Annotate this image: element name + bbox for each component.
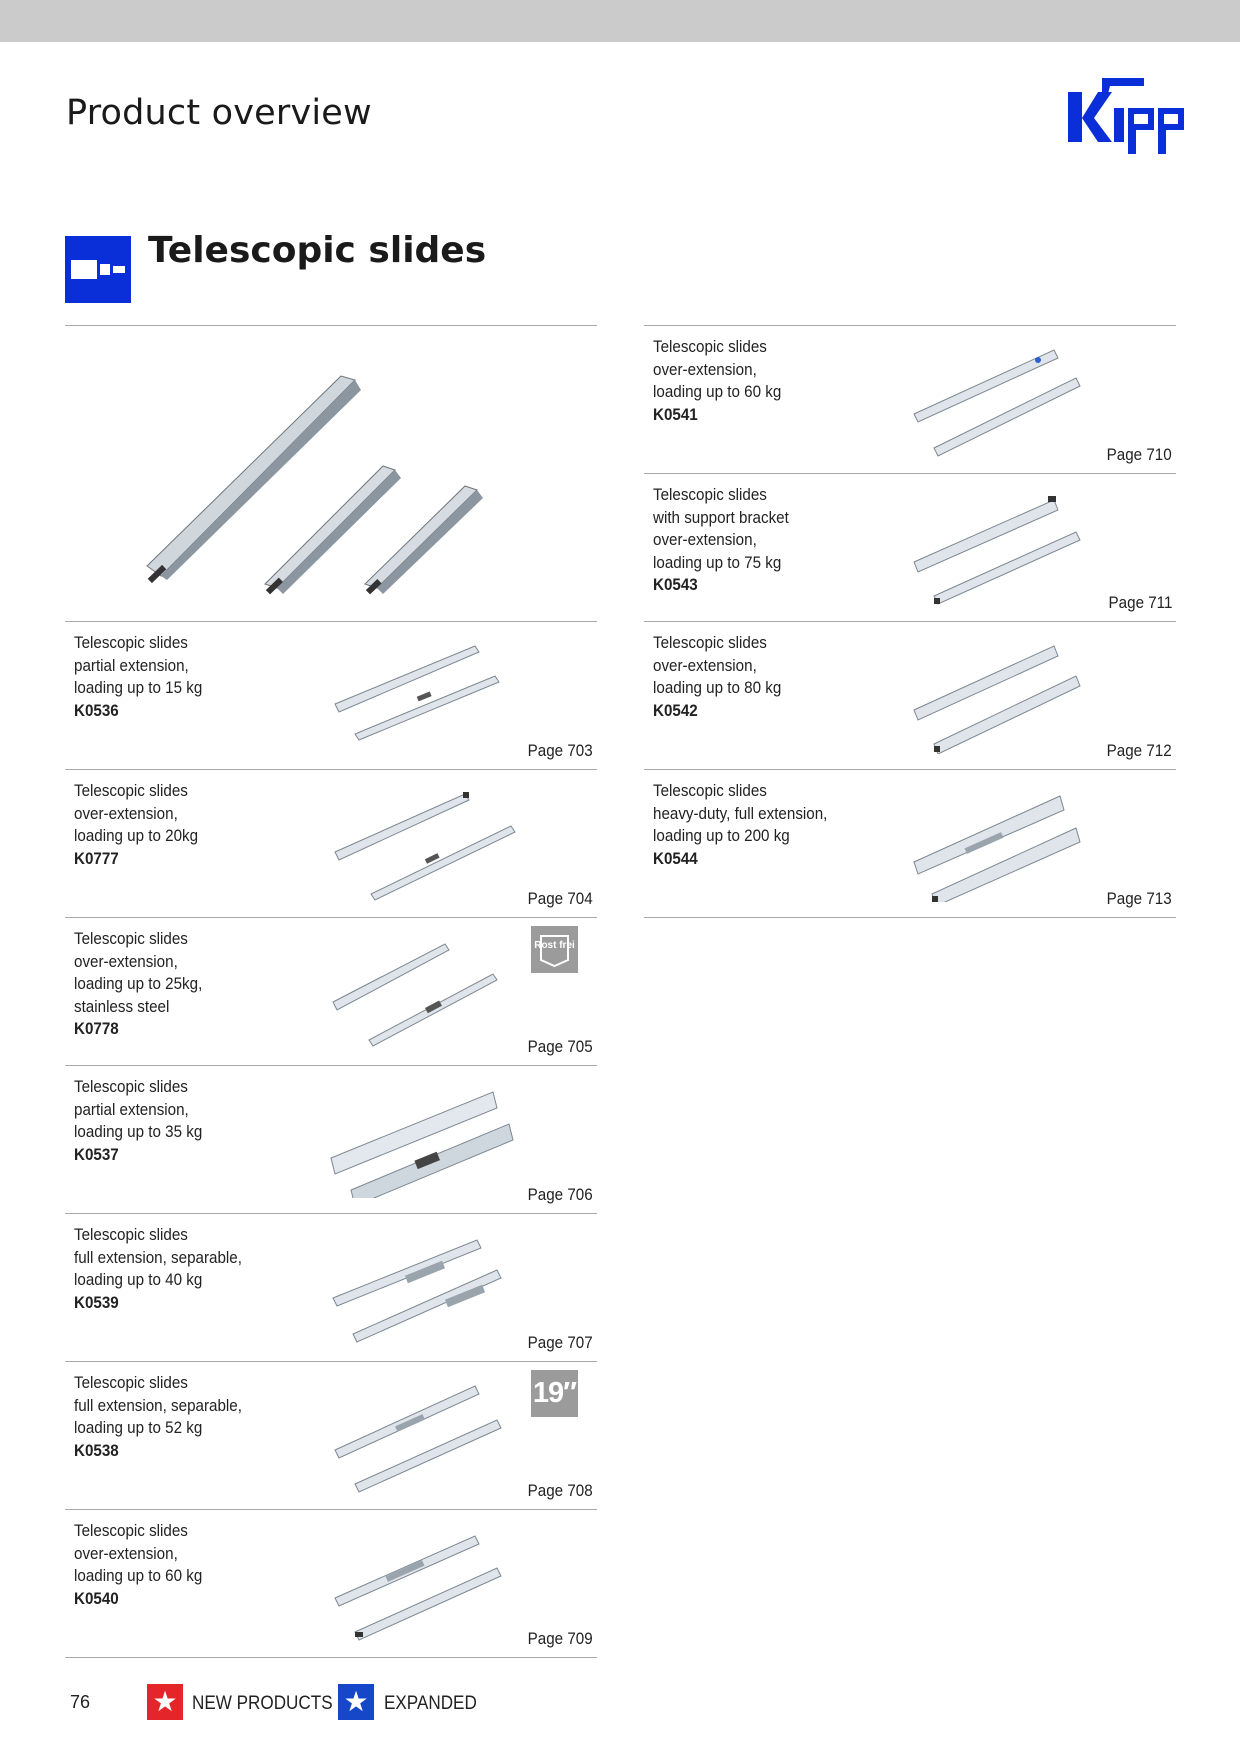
legend-new-products: NEW PRODUCTS	[192, 1693, 333, 1714]
product-line: loading up to 20kg	[74, 827, 199, 845]
product-row-k0544[interactable]	[644, 769, 1176, 918]
product-description	[74, 1076, 202, 1166]
product-row-k0536[interactable]	[65, 621, 597, 769]
product-line: Telescopic slides	[74, 930, 188, 948]
slide-product-image	[325, 1522, 525, 1642]
left-column	[65, 325, 597, 1658]
nineteen-inch-badge: 19″	[531, 1370, 578, 1417]
product-line: loading up to 15 kg	[74, 679, 203, 697]
product-line: over-extension,	[74, 1544, 178, 1563]
product-line: loading up to 80 kg	[653, 679, 782, 697]
product-code[interactable]: K0777	[74, 849, 119, 868]
product-line: Telescopic slides	[74, 1078, 188, 1096]
product-description	[74, 1372, 242, 1462]
product-code[interactable]: K0538	[74, 1441, 119, 1460]
slide-product-image	[325, 782, 525, 902]
kipp-logo	[1068, 74, 1190, 166]
product-line: full extension, separable,	[74, 1248, 242, 1267]
product-code[interactable]: K0537	[74, 1145, 119, 1164]
product-line: loading up to 60 kg	[74, 1567, 203, 1585]
product-description	[653, 780, 827, 870]
product-line: loading up to 25kg,	[74, 975, 203, 993]
product-line: Telescopic slides	[74, 634, 188, 652]
page-reference[interactable]: Page 713	[1106, 890, 1172, 908]
product-row-k0537[interactable]	[65, 1065, 597, 1213]
product-code[interactable]: K0541	[653, 405, 698, 424]
star-icon: ★	[343, 1685, 369, 1718]
expanded-star-icon	[338, 1684, 374, 1720]
product-line: loading up to 60 kg	[653, 383, 782, 401]
product-line: Telescopic slides	[653, 782, 767, 800]
product-description	[653, 336, 781, 426]
product-line: full extension, separable,	[74, 1396, 242, 1415]
product-line: loading up to 40 kg	[74, 1271, 203, 1289]
page-reference[interactable]: Page 704	[527, 890, 593, 908]
product-code[interactable]: K0543	[653, 576, 698, 594]
top-band	[0, 0, 1240, 42]
slide-product-image	[904, 338, 1104, 458]
page-reference[interactable]: Page 710	[1106, 446, 1172, 464]
page-reference[interactable]: Page 707	[527, 1334, 593, 1352]
hero-product-image	[65, 325, 597, 621]
page-reference[interactable]: Page 705	[527, 1038, 593, 1056]
slide-product-image	[325, 1226, 525, 1346]
product-description	[74, 928, 202, 1041]
product-row-k0543[interactable]	[644, 473, 1176, 621]
product-line: Telescopic slides	[74, 782, 188, 800]
page-reference[interactable]: Page 703	[527, 742, 593, 760]
product-line: with support bracket	[653, 508, 789, 527]
product-row-k0778[interactable]	[65, 917, 597, 1065]
product-line: loading up to 52 kg	[74, 1419, 203, 1437]
kipp-logo-icon	[1068, 74, 1190, 166]
product-line: partial extension,	[74, 656, 189, 675]
product-line: over-extension,	[74, 952, 178, 971]
product-line: Telescopic slides	[653, 634, 767, 652]
slide-product-image	[904, 634, 1104, 754]
product-line: partial extension,	[74, 1100, 189, 1119]
product-line: stainless steel	[74, 997, 170, 1016]
stainless-badge-icon	[531, 926, 578, 973]
product-row-k0541[interactable]	[644, 325, 1176, 473]
product-description	[653, 632, 781, 722]
product-line: heavy-duty, full extension,	[653, 804, 828, 823]
product-description	[653, 484, 789, 597]
page-number: 76	[70, 1692, 91, 1712]
slide-product-image	[904, 782, 1104, 902]
product-row-k0538[interactable]	[65, 1361, 597, 1509]
product-line: loading up to 35 kg	[74, 1123, 203, 1141]
product-row-k0539[interactable]	[65, 1213, 597, 1361]
product-line: over-extension,	[653, 360, 757, 379]
product-description	[74, 1520, 202, 1610]
product-line: Telescopic slides	[653, 486, 767, 504]
slide-product-image	[904, 486, 1104, 606]
product-line: loading up to 75 kg	[653, 553, 782, 572]
product-row-k0540[interactable]	[65, 1509, 597, 1658]
product-description	[74, 1224, 242, 1314]
page-reference[interactable]: Page 708	[527, 1482, 593, 1500]
product-row-k0542[interactable]	[644, 621, 1176, 769]
footer	[0, 1684, 1240, 1724]
slide-section-icon	[65, 236, 131, 303]
product-line: over-extension,	[653, 656, 757, 675]
new-products-star-icon	[147, 1684, 183, 1720]
product-row-k0777[interactable]	[65, 769, 597, 917]
product-line: over-extension,	[74, 804, 178, 823]
right-column	[644, 325, 1176, 918]
product-line: Telescopic slides	[653, 338, 767, 356]
page-reference[interactable]: Page 709	[527, 1630, 593, 1648]
section-title: Telescopic slides	[148, 230, 487, 271]
product-code[interactable]: K0539	[74, 1293, 119, 1312]
page-reference[interactable]: Page 706	[527, 1186, 593, 1204]
slide-product-image	[325, 1078, 525, 1198]
product-line: Telescopic slides	[74, 1226, 188, 1244]
product-code[interactable]: K0542	[653, 701, 698, 720]
slide-product-image	[325, 930, 525, 1050]
slide-product-image	[325, 1374, 525, 1494]
page-title: Product overview	[66, 93, 372, 133]
telescopic-slides-group-image	[145, 366, 505, 596]
product-code[interactable]: K0544	[653, 849, 698, 868]
product-description	[74, 632, 202, 722]
product-code[interactable]: K0778	[74, 1020, 119, 1038]
product-code[interactable]: K0536	[74, 701, 119, 720]
slide-product-image	[325, 634, 525, 754]
star-icon: ★	[152, 1685, 178, 1718]
product-line: loading up to 200 kg	[653, 827, 790, 845]
product-line: over-extension,	[653, 531, 757, 549]
product-description	[74, 780, 198, 870]
product-line: Telescopic slides	[74, 1522, 188, 1540]
badge-text: Rost frei	[534, 940, 575, 951]
product-code[interactable]: K0540	[74, 1589, 119, 1608]
page-reference[interactable]: Page 712	[1106, 742, 1172, 760]
legend-expanded: EXPANDED	[384, 1693, 477, 1714]
page-reference[interactable]: Page 711	[1108, 594, 1172, 612]
product-line: Telescopic slides	[74, 1374, 188, 1392]
